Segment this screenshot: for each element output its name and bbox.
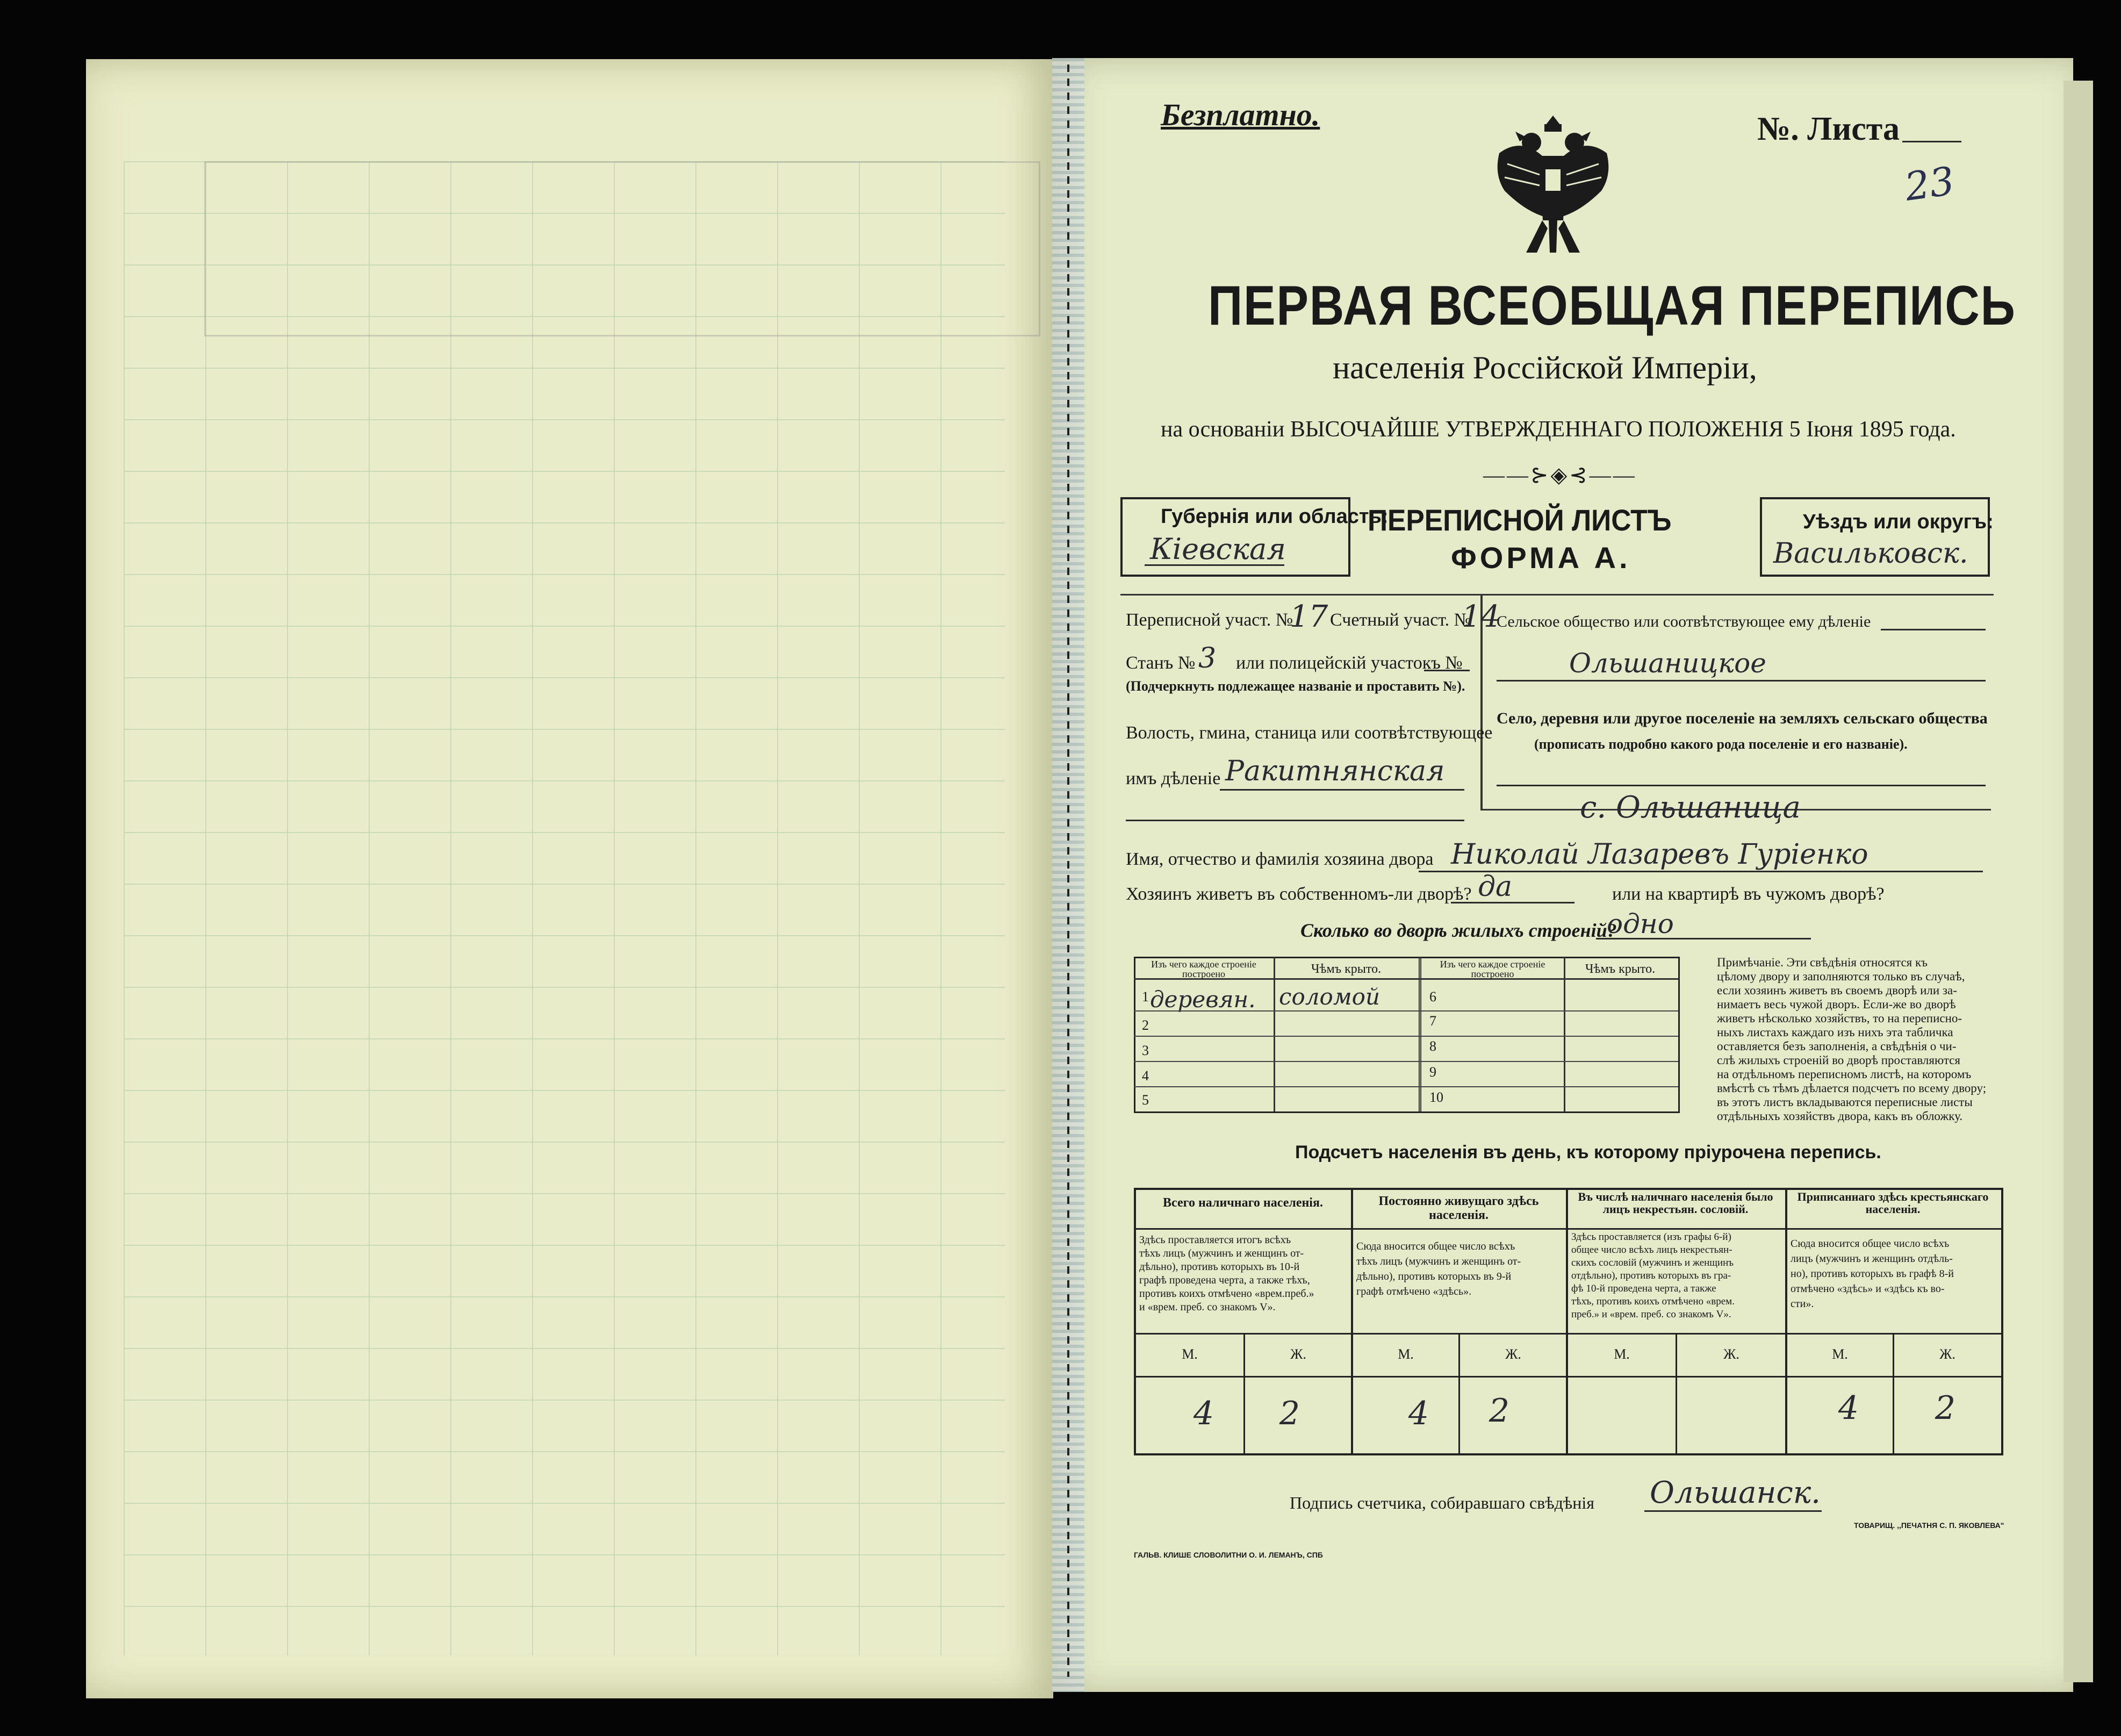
count-col-4-title: Приписаннаго здѣсь крестьянскаго населенія.: [1797, 1190, 1989, 1216]
count-col-4-f-value: 2: [1935, 1389, 1956, 1427]
buildings-count-label: Сколько во дворѣ жилыхъ строеній?: [1300, 920, 1617, 941]
count-desc-rule: [1134, 1333, 2003, 1335]
volost-value: Ракитнянская: [1225, 755, 1445, 787]
volost-label-2: имъ дѣленіе: [1126, 769, 1221, 788]
count-col-4-desc-line: Сюда вносится общее число всѣхъ: [1791, 1238, 1950, 1250]
count-mf-split: [1676, 1333, 1677, 1455]
main-title: ПЕРВАЯ ВСЕОБЩАЯ ПЕРЕПИСЬ: [1208, 275, 2016, 337]
society-underline-1: [1881, 629, 1986, 630]
count-col-3-desc-line: Здѣсь проставляется (изъ графы 6-й): [1571, 1231, 1731, 1243]
count-col-2-desc: [1356, 1239, 1563, 1299]
ornament-divider: ——⊱◈⊰——: [1483, 463, 1637, 487]
buildings-row-rule: [1134, 1010, 1678, 1012]
count-mf-split: [1243, 1333, 1245, 1455]
building-row-1-number: 1: [1142, 989, 1149, 1005]
note-line: оставляется безъ заполненія, а свѣдѣнія о чи-: [1717, 1039, 1957, 1053]
village-note: (прописать подробно какого рода поселеніе и его названіе).: [1534, 736, 1908, 752]
count-col-3-desc-line: тѣхъ, противъ коихъ отмѣчено «врем.: [1571, 1296, 1735, 1307]
volost-label-1: Волость, гмина, станица или соотвѣтствующее: [1126, 723, 1493, 743]
count-col-1-desc-line: и «врем. преб. со знакомъ V».: [1139, 1301, 1276, 1313]
owner-name-value: Николай Лазаревъ Гуріенко: [1451, 838, 1868, 871]
census-area-label: Переписной участ. №: [1126, 610, 1293, 630]
count-col-1-m-value: 4: [1193, 1395, 1214, 1432]
buildings-col-material-right: Изъ чего каждое строеніе построено: [1440, 959, 1545, 979]
left-page-header-bleed: [204, 161, 1040, 336]
count-col-4-m-label: М.: [1832, 1346, 1848, 1362]
buildings-table-col-rule-1: [1274, 957, 1275, 1111]
buildings-col-roof-right: Чѣмъ крыто.: [1585, 962, 1656, 976]
count-col-4-m-value: 4: [1838, 1389, 1859, 1427]
count-col-1-m-label: М.: [1182, 1346, 1198, 1362]
owner-lives-label: Хозяинъ живетъ въ собственномъ-ли дворѣ?: [1126, 884, 1472, 904]
count-col-1-desc-line: графѣ проведена черта, а также тѣхъ,: [1139, 1274, 1310, 1286]
sheet-number-value: 23: [1902, 158, 1958, 210]
gubernia-value: Кіевская: [1150, 532, 1286, 566]
owner-or-label: или на квартирѣ въ чужомъ дворѣ?: [1612, 884, 1885, 904]
count-col-1-desc-line: тѣхъ лицъ (мужчинъ и женщинъ от-: [1139, 1247, 1304, 1259]
note-block: [1717, 956, 1996, 1123]
stan-value: 3: [1198, 642, 1217, 675]
village-value: с. Ольшаница: [1580, 790, 1801, 825]
building-row-4-number: 4: [1142, 1068, 1149, 1084]
sheet-number-label: №. Листа: [1757, 111, 1900, 147]
count-col-1-desc-line: дѣльно), противъ которыхъ въ 10-й: [1139, 1261, 1300, 1273]
buildings-table-col-rule-2: [1564, 957, 1565, 1111]
count-col-1-title: Всего наличнаго населенія.: [1163, 1196, 1323, 1210]
note-line: отдѣльныхъ хозяйствъ двора, какъ въ обложку.: [1717, 1109, 1963, 1123]
buildings-col-material-left: Изъ чего каждое строеніе построено: [1151, 959, 1256, 979]
count-col-2-m-value: 4: [1408, 1395, 1429, 1432]
fields-top-rule: [1120, 594, 1994, 596]
binding-stitch: [1067, 64, 1069, 1677]
police-label: или полицейскій участокъ №: [1236, 653, 1463, 673]
society-label: Сельское общество или соотвѣтствующее ему дѣленіе: [1497, 613, 1871, 630]
buildings-count-value: одно: [1607, 908, 1674, 939]
buildings-row-rule: [1134, 1086, 1678, 1087]
form-title: ПЕРЕПИСНОЙ ЛИСТЪ: [1368, 503, 1672, 537]
buildings-table-mid-rule: [1419, 957, 1421, 1111]
owner-lives-underline: [1451, 902, 1574, 903]
uezd-value: Васильковск.: [1773, 537, 1968, 570]
count-col-3-desc-line: преб.» и «врем. преб. со знакомъ V».: [1571, 1309, 1731, 1320]
buildings-row-rule: [1134, 1061, 1678, 1062]
building-row-1-material: деревян.: [1150, 986, 1256, 1013]
gubernia-label: Губернія или область:: [1161, 505, 1389, 528]
stan-label: Станъ №: [1126, 653, 1196, 673]
note-line: слѣ жилыхъ строеній во дворѣ проставляются: [1717, 1053, 1960, 1067]
count-col-3-desc-line: общее число всѣхъ лицъ некрестьян-: [1571, 1244, 1732, 1256]
count-col-3-desc-line: отдѣльно), противъ которыхъ въ гра-: [1571, 1270, 1731, 1281]
buildings-count-underline: [1596, 938, 1811, 939]
society-underline-2: [1497, 680, 1986, 682]
count-col-3-f-label: Ж.: [1723, 1346, 1739, 1362]
count-col-1-desc-line: Здѣсь проставляется итогъ всѣхъ: [1139, 1234, 1291, 1246]
uezd-label: Уѣздъ или округъ:: [1803, 511, 1994, 533]
village-label: Село, деревня или другое поселеніе на земляхъ сельскаго общества: [1497, 709, 1988, 727]
signature-value: Ольшанск.: [1650, 1475, 1821, 1510]
count-col-2-desc-line: тѣхъ лицъ (мужчинъ и женщинъ от-: [1356, 1256, 1521, 1267]
underline-note: (Подчеркнуть подлежащее названіе и проставить №).: [1126, 678, 1465, 694]
form-subtitle: ФОРМА А.: [1451, 541, 1631, 575]
census-area-value: 17: [1290, 599, 1328, 634]
signature-underline: [1644, 1510, 1822, 1512]
basis-line: на основаніи ВЫСОЧАЙШЕ УТВЕРЖДЕННАГО ПОЛОЖЕНІЯ 5 Іюня 1895 года.: [1161, 417, 1956, 442]
count-col-4-desc-line: но), противъ которыхъ въ графѣ 8-й: [1791, 1268, 1954, 1280]
building-row-5-number: 5: [1142, 1092, 1149, 1108]
building-row-3-number: 3: [1142, 1043, 1149, 1058]
building-row-7-number: 7: [1429, 1013, 1436, 1029]
sheet-number-underline: [1902, 141, 1961, 142]
police-underline: [1424, 670, 1470, 671]
count-area-label: Счетный участ. №: [1330, 610, 1472, 630]
page-edge: [2064, 81, 2093, 1682]
count-col-2-desc-line: Сюда вносится общее число всѣхъ: [1356, 1240, 1515, 1252]
note-line: на отдѣльномъ переписномъ листѣ, на которомъ: [1717, 1067, 1972, 1081]
count-col-4-desc: [1791, 1236, 1997, 1311]
count-heading: Подсчетъ населенія въ день, къ которому пріурочена перепись.: [1295, 1142, 1881, 1163]
gubernia-underline: [1145, 564, 1284, 566]
count-title-rule: [1134, 1228, 2003, 1230]
note-line: цѣлому двору и заполняются только въ случаѣ,: [1717, 970, 1965, 983]
count-col-2-title: Постоянно живущаго здѣсь населенія.: [1378, 1194, 1539, 1222]
count-area-value: 14: [1462, 599, 1500, 634]
volost-underline-2: [1126, 820, 1464, 821]
building-row-10-number: 10: [1429, 1089, 1443, 1105]
count-col-2-f-label: Ж.: [1505, 1346, 1521, 1362]
note-line: Примѣчаніе. Эти свѣдѣнія относятся къ: [1717, 956, 1928, 969]
building-row-6-number: 6: [1429, 989, 1436, 1005]
note-line: живетъ нѣсколько хозяйствъ, то на переписно-: [1717, 1012, 1962, 1025]
free-label: Безплатно.: [1161, 97, 1320, 132]
printer-left: ГАЛЬВ. КЛИШЕ СЛОВОЛИТНИ О. И. ЛЕМАНЪ, СПБ: [1134, 1551, 1323, 1559]
building-row-9-number: 9: [1429, 1064, 1436, 1080]
count-col-2-m-label: М.: [1398, 1346, 1414, 1362]
note-line: если хозяинъ живетъ въ своемъ дворѣ или за-: [1717, 984, 1957, 997]
count-mf-split: [1458, 1333, 1460, 1455]
count-col-2-desc-line: графѣ отмѣчено «здѣсь».: [1356, 1286, 1472, 1297]
printer-right: ТОВАРИЩ. ,,ПЕЧАТНЯ С. П. ЯКОВЛЕВА": [1854, 1521, 2004, 1530]
count-col-2-desc-line: дѣльно), противъ которыхъ въ 9-й: [1356, 1271, 1512, 1282]
left-page-grid-bleed: [124, 161, 1005, 1655]
count-col-1-f-value: 2: [1279, 1395, 1300, 1432]
count-col-1-desc: [1139, 1233, 1349, 1314]
double-headed-eagle-emblem: [1489, 105, 1617, 266]
subtitle: населенія Россійской Имперіи,: [1333, 350, 1757, 385]
buildings-row-rule: [1134, 1036, 1678, 1037]
owner-lives-value: да: [1478, 871, 1512, 903]
count-col-4-desc-line: отмѣчено «здѣсь» и «здѣсь къ во-: [1791, 1283, 1945, 1295]
village-underline-1: [1497, 785, 1986, 786]
count-col-3-m-label: М.: [1614, 1346, 1630, 1362]
note-line: вмѣстѣ съ тѣмъ дѣлается подсчетъ по всему двору;: [1717, 1081, 1987, 1095]
volost-underline: [1220, 789, 1464, 791]
buildings-col-roof-left: Чѣмъ крыто.: [1311, 962, 1382, 976]
note-line: нимаетъ весь чужой дворъ. Если-же во дворѣ: [1717, 998, 1956, 1011]
building-row-8-number: 8: [1429, 1038, 1436, 1054]
count-col-4-desc-line: сти».: [1791, 1298, 1814, 1310]
count-col-3-desc-line: фѣ 10-й проведена черта, а также: [1571, 1283, 1716, 1294]
count-col-3-desc: [1571, 1231, 1782, 1321]
count-col-3-title: Въ числѣ наличнаго населенія было лицъ некрестьян. сословій.: [1578, 1190, 1773, 1216]
building-row-2-number: 2: [1142, 1017, 1149, 1033]
count-mf-split: [1893, 1333, 1894, 1455]
note-line: въ этотъ листъ вкладываются переписные листы: [1717, 1095, 1973, 1109]
count-col-1-f-label: Ж.: [1290, 1346, 1306, 1362]
count-col-4-desc-line: лицъ (мужчинъ и женщинъ отдѣль-: [1791, 1253, 1953, 1265]
signature-label: Подпись счетчика, собиравшаго свѣдѣнія: [1290, 1493, 1595, 1512]
count-col-4-f-label: Ж.: [1939, 1346, 1955, 1362]
note-line: ныхъ листахъ каждаго изъ нихъ эта табличка: [1717, 1025, 1953, 1039]
count-col-3-desc-line: скихъ сословій (мужчинъ и женщинъ: [1571, 1257, 1734, 1268]
buildings-table: [1134, 957, 1680, 1113]
count-col-1-desc-line: противъ коихъ отмѣчено «врем.преб.»: [1139, 1288, 1314, 1300]
count-col-2-f-value: 2: [1489, 1392, 1510, 1430]
building-row-1-roof: соломой: [1279, 984, 1380, 1010]
society-value: Ольшаницкое: [1569, 648, 1766, 679]
count-mf-rule: [1134, 1376, 2003, 1378]
owner-name-label: Имя, отчество и фамилія хозяина двора: [1126, 849, 1434, 869]
